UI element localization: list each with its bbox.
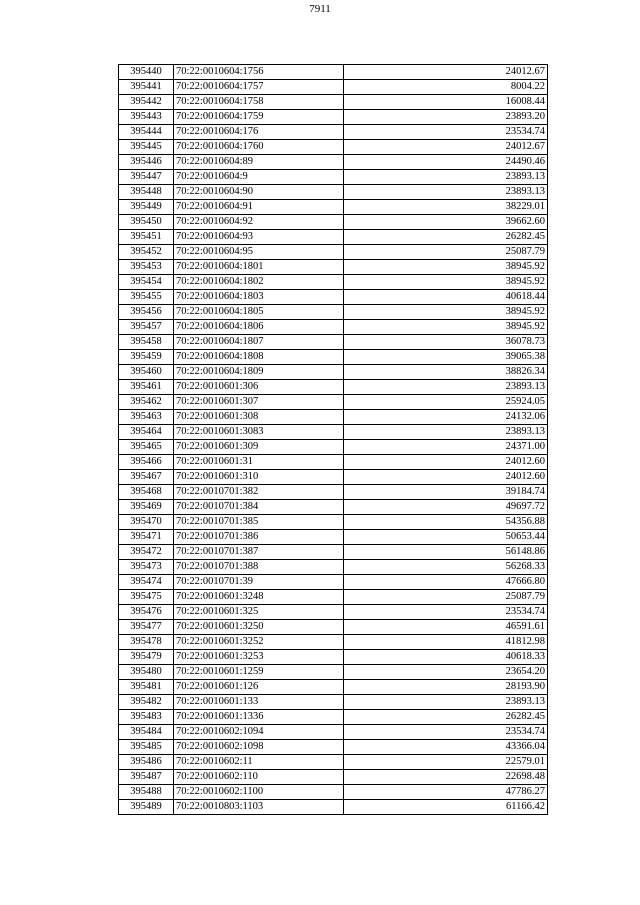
cadastral-number-cell: 70:22:0010601:31 (174, 455, 344, 470)
cadastral-number-cell: 70:22:0010604:91 (174, 200, 344, 215)
value-cell: 38945.92 (344, 260, 548, 275)
cadastral-number-cell: 70:22:0010604:95 (174, 245, 344, 260)
table-row (119, 605, 548, 620)
table-row (119, 695, 548, 710)
value-cell: 56268.33 (344, 560, 548, 575)
table-row (119, 665, 548, 680)
row-number-cell: 395479 (119, 650, 174, 665)
table-row (119, 95, 548, 110)
table-row (119, 530, 548, 545)
row-number-cell: 395486 (119, 755, 174, 770)
cadastral-number-cell: 70:22:0010602:11 (174, 755, 344, 770)
data-table (118, 64, 548, 815)
cadastral-number-cell: 70:22:0010701:388 (174, 560, 344, 575)
cadastral-number-cell: 70:22:0010601:307 (174, 395, 344, 410)
value-cell: 25924.05 (344, 395, 548, 410)
row-number-cell: 395474 (119, 575, 174, 590)
cadastral-number-cell: 70:22:0010604:176 (174, 125, 344, 140)
value-cell: 47666.80 (344, 575, 548, 590)
table-row (119, 170, 548, 185)
row-number-cell: 395466 (119, 455, 174, 470)
value-cell: 23893.13 (344, 425, 548, 440)
value-cell: 25087.79 (344, 590, 548, 605)
table-row (119, 500, 548, 515)
cadastral-number-cell: 70:22:0010604:1760 (174, 140, 344, 155)
table-row (119, 245, 548, 260)
table-row (119, 215, 548, 230)
cadastral-number-cell: 70:22:0010604:1756 (174, 65, 344, 80)
row-number-cell: 395455 (119, 290, 174, 305)
value-cell: 26282.45 (344, 230, 548, 245)
table-row (119, 680, 548, 695)
value-cell: 38826.34 (344, 365, 548, 380)
value-cell: 24371.00 (344, 440, 548, 455)
cadastral-number-cell: 70:22:0010604:1759 (174, 110, 344, 125)
row-number-cell: 395461 (119, 380, 174, 395)
table-row (119, 365, 548, 380)
cadastral-number-cell: 70:22:0010604:1803 (174, 290, 344, 305)
cadastral-number-cell: 70:22:0010601:133 (174, 695, 344, 710)
cadastral-number-cell: 70:22:0010601:1259 (174, 665, 344, 680)
table-row (119, 350, 548, 365)
cadastral-number-cell: 70:22:0010604:9 (174, 170, 344, 185)
cadastral-number-cell: 70:22:0010601:306 (174, 380, 344, 395)
value-cell: 50653.44 (344, 530, 548, 545)
cadastral-number-cell: 70:22:0010601:3083 (174, 425, 344, 440)
row-number-cell: 395464 (119, 425, 174, 440)
row-number-cell: 395489 (119, 800, 174, 815)
value-cell: 49697.72 (344, 500, 548, 515)
cadastral-number-cell: 70:22:0010604:1801 (174, 260, 344, 275)
value-cell: 22579.01 (344, 755, 548, 770)
row-number-cell: 395468 (119, 485, 174, 500)
cadastral-number-cell: 70:22:0010701:385 (174, 515, 344, 530)
table-row (119, 200, 548, 215)
value-cell: 39662.60 (344, 215, 548, 230)
row-number-cell: 395452 (119, 245, 174, 260)
row-number-cell: 395457 (119, 320, 174, 335)
table-row (119, 545, 548, 560)
row-number-cell: 395459 (119, 350, 174, 365)
row-number-cell: 395467 (119, 470, 174, 485)
row-number-cell: 395454 (119, 275, 174, 290)
row-number-cell: 395482 (119, 695, 174, 710)
table-row (119, 185, 548, 200)
row-number-cell: 395475 (119, 590, 174, 605)
row-number-cell: 395470 (119, 515, 174, 530)
value-cell: 23534.74 (344, 725, 548, 740)
value-cell: 22698.48 (344, 770, 548, 785)
cadastral-number-cell: 70:22:0010601:3253 (174, 650, 344, 665)
table-row (119, 395, 548, 410)
cadastral-number-cell: 70:22:0010701:382 (174, 485, 344, 500)
table-row (119, 230, 548, 245)
row-number-cell: 395450 (119, 215, 174, 230)
value-cell: 47786.27 (344, 785, 548, 800)
cadastral-number-cell: 70:22:0010604:1806 (174, 320, 344, 335)
table-row (119, 755, 548, 770)
cadastral-number-cell: 70:22:0010604:1758 (174, 95, 344, 110)
row-number-cell: 395460 (119, 365, 174, 380)
value-cell: 38945.92 (344, 320, 548, 335)
row-number-cell: 395451 (119, 230, 174, 245)
table-row (119, 155, 548, 170)
row-number-cell: 395465 (119, 440, 174, 455)
table-row (119, 80, 548, 95)
value-cell: 24012.67 (344, 140, 548, 155)
table-row (119, 125, 548, 140)
cadastral-number-cell: 70:22:0010604:93 (174, 230, 344, 245)
value-cell: 24012.60 (344, 470, 548, 485)
row-number-cell: 395443 (119, 110, 174, 125)
value-cell: 24490.46 (344, 155, 548, 170)
row-number-cell: 395458 (119, 335, 174, 350)
cadastral-number-cell: 70:22:0010601:3250 (174, 620, 344, 635)
cadastral-number-cell: 70:22:0010602:110 (174, 770, 344, 785)
row-number-cell: 395441 (119, 80, 174, 95)
row-number-cell: 395488 (119, 785, 174, 800)
row-number-cell: 395446 (119, 155, 174, 170)
value-cell: 24132.06 (344, 410, 548, 425)
cadastral-number-cell: 70:22:0010803:1103 (174, 800, 344, 815)
value-cell: 23654.20 (344, 665, 548, 680)
cadastral-number-cell: 70:22:0010604:1802 (174, 275, 344, 290)
page-number: 7911 (309, 3, 331, 15)
table-row (119, 335, 548, 350)
value-cell: 38229.01 (344, 200, 548, 215)
table-row (119, 740, 548, 755)
cadastral-number-cell: 70:22:0010604:1809 (174, 365, 344, 380)
table-row (119, 620, 548, 635)
table-row (119, 470, 548, 485)
cadastral-number-cell: 70:22:0010601:3252 (174, 635, 344, 650)
value-cell: 28193.90 (344, 680, 548, 695)
value-cell: 23893.13 (344, 695, 548, 710)
value-cell: 39065.38 (344, 350, 548, 365)
value-cell: 61166.42 (344, 800, 548, 815)
table-row (119, 785, 548, 800)
row-number-cell: 395485 (119, 740, 174, 755)
cadastral-number-cell: 70:22:0010601:3248 (174, 590, 344, 605)
cadastral-number-cell: 70:22:0010701:386 (174, 530, 344, 545)
row-number-cell: 395481 (119, 680, 174, 695)
cadastral-number-cell: 70:22:0010701:39 (174, 575, 344, 590)
cadastral-number-cell: 70:22:0010601:310 (174, 470, 344, 485)
table-row (119, 635, 548, 650)
value-cell: 23893.13 (344, 380, 548, 395)
row-number-cell: 395476 (119, 605, 174, 620)
table-row (119, 305, 548, 320)
row-number-cell: 395442 (119, 95, 174, 110)
value-cell: 26282.45 (344, 710, 548, 725)
value-cell: 36078.73 (344, 335, 548, 350)
row-number-cell: 395469 (119, 500, 174, 515)
table-row (119, 710, 548, 725)
table-row (119, 485, 548, 500)
value-cell: 24012.67 (344, 65, 548, 80)
table-row (119, 380, 548, 395)
value-cell: 41812.98 (344, 635, 548, 650)
row-number-cell: 395453 (119, 260, 174, 275)
cadastral-number-cell: 70:22:0010601:1336 (174, 710, 344, 725)
table-row (119, 110, 548, 125)
table-row (119, 725, 548, 740)
cadastral-number-cell: 70:22:0010604:1807 (174, 335, 344, 350)
table-row (119, 440, 548, 455)
value-cell: 23893.13 (344, 185, 548, 200)
cadastral-number-cell: 70:22:0010602:1094 (174, 725, 344, 740)
cadastral-number-cell: 70:22:0010601:325 (174, 605, 344, 620)
table-row (119, 140, 548, 155)
table-row (119, 800, 548, 815)
cadastral-number-cell: 70:22:0010604:1805 (174, 305, 344, 320)
table-row (119, 275, 548, 290)
cadastral-number-cell: 70:22:0010701:387 (174, 545, 344, 560)
table-row (119, 290, 548, 305)
table-row (119, 260, 548, 275)
value-cell: 39184.74 (344, 485, 548, 500)
table-row (119, 320, 548, 335)
table-row (119, 425, 548, 440)
row-number-cell: 395444 (119, 125, 174, 140)
row-number-cell: 395473 (119, 560, 174, 575)
row-number-cell: 395445 (119, 140, 174, 155)
value-cell: 23893.20 (344, 110, 548, 125)
row-number-cell: 395487 (119, 770, 174, 785)
row-number-cell: 395463 (119, 410, 174, 425)
cadastral-number-cell: 70:22:0010601:126 (174, 680, 344, 695)
table-row (119, 515, 548, 530)
value-cell: 23534.74 (344, 125, 548, 140)
row-number-cell: 395448 (119, 185, 174, 200)
table-body (119, 65, 548, 815)
value-cell: 56148.86 (344, 545, 548, 560)
table-row (119, 410, 548, 425)
value-cell: 8004.22 (344, 80, 548, 95)
cadastral-number-cell: 70:22:0010604:1757 (174, 80, 344, 95)
row-number-cell: 395447 (119, 170, 174, 185)
cadastral-number-cell: 70:22:0010604:92 (174, 215, 344, 230)
cadastral-number-cell: 70:22:0010601:308 (174, 410, 344, 425)
value-cell: 40618.33 (344, 650, 548, 665)
row-number-cell: 395462 (119, 395, 174, 410)
table-row (119, 455, 548, 470)
table-row (119, 650, 548, 665)
row-number-cell: 395471 (119, 530, 174, 545)
value-cell: 16008.44 (344, 95, 548, 110)
value-cell: 23534.74 (344, 605, 548, 620)
cadastral-number-cell: 70:22:0010604:90 (174, 185, 344, 200)
row-number-cell: 395484 (119, 725, 174, 740)
row-number-cell: 395477 (119, 620, 174, 635)
table-row (119, 65, 548, 80)
table-row (119, 575, 548, 590)
row-number-cell: 395483 (119, 710, 174, 725)
value-cell: 38945.92 (344, 305, 548, 320)
row-number-cell: 395480 (119, 665, 174, 680)
value-cell: 46591.61 (344, 620, 548, 635)
row-number-cell: 395472 (119, 545, 174, 560)
value-cell: 23893.13 (344, 170, 548, 185)
value-cell: 54356.88 (344, 515, 548, 530)
cadastral-number-cell: 70:22:0010602:1098 (174, 740, 344, 755)
row-number-cell: 395449 (119, 200, 174, 215)
cadastral-number-cell: 70:22:0010701:384 (174, 500, 344, 515)
value-cell: 43366.04 (344, 740, 548, 755)
value-cell: 40618.44 (344, 290, 548, 305)
value-cell: 25087.79 (344, 245, 548, 260)
cadastral-number-cell: 70:22:0010602:1100 (174, 785, 344, 800)
table-row (119, 770, 548, 785)
table-row (119, 590, 548, 605)
row-number-cell: 395456 (119, 305, 174, 320)
cadastral-number-cell: 70:22:0010604:1808 (174, 350, 344, 365)
row-number-cell: 395478 (119, 635, 174, 650)
cadastral-number-cell: 70:22:0010604:89 (174, 155, 344, 170)
row-number-cell: 395440 (119, 65, 174, 80)
cadastral-number-cell: 70:22:0010601:309 (174, 440, 344, 455)
table-row (119, 560, 548, 575)
value-cell: 24012.60 (344, 455, 548, 470)
value-cell: 38945.92 (344, 275, 548, 290)
